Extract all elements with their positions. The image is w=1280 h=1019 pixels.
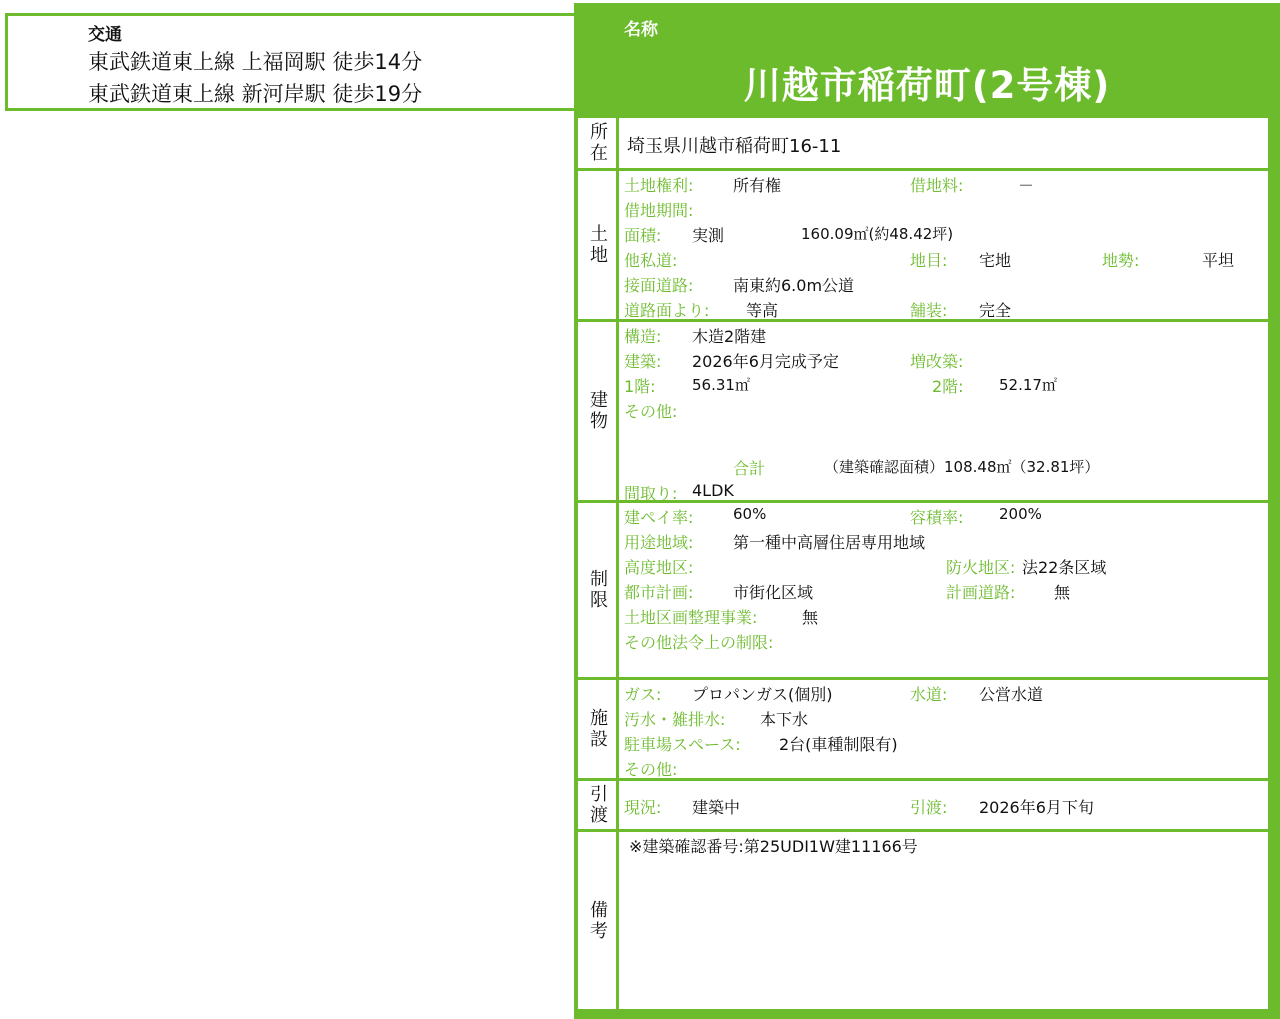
built-label: 建築: xyxy=(624,352,662,371)
area-label: 面積: xyxy=(624,226,662,245)
built-value: 2026年6月完成予定 xyxy=(692,352,839,371)
parking-value: 2台(車種制限有) xyxy=(779,735,898,754)
planned-road-label: 計画道路: xyxy=(946,583,1016,602)
address-value: 埼玉県川越市稲荷町16-11 xyxy=(627,136,842,157)
property-panel xyxy=(574,3,1280,1019)
coverage-label: 建ペイ率: xyxy=(624,508,694,527)
floor1-label: 1階: xyxy=(624,377,656,396)
transport-line-2: 東武鉄道東上線 新河岸駅 徒歩19分 xyxy=(88,82,423,106)
facilities-other-label: その他: xyxy=(624,760,678,779)
layout-label: 間取り: xyxy=(624,484,678,503)
readjust-label: 土地区画整理事業: xyxy=(624,608,758,627)
location-row xyxy=(578,118,1268,168)
lease-fee-label: 借地料: xyxy=(910,176,964,195)
land-row xyxy=(578,171,1268,319)
city-plan-label: 都市計画: xyxy=(624,583,694,602)
parking-label: 駐車場スペース: xyxy=(624,735,741,754)
transport-line-1: 東武鉄道東上線 上福岡駅 徒歩14分 xyxy=(88,50,423,74)
land-category-label: 地目: xyxy=(910,251,948,270)
road-value: 南東約6.0m公道 xyxy=(733,276,855,295)
water-label: 水道: xyxy=(910,685,948,704)
gas-label: ガス: xyxy=(624,685,662,704)
facilities-heading: 施設 xyxy=(578,680,619,778)
private-road-label: 他私道: xyxy=(624,251,678,270)
far-value: 200% xyxy=(999,505,1042,523)
layout-value: 4LDK xyxy=(692,481,734,500)
land-heading: 土地 xyxy=(578,171,619,319)
city-plan-value: 市街化区域 xyxy=(733,583,814,602)
other-law-label: その他法令上の制限: xyxy=(624,633,774,652)
land-rights-label: 土地権利: xyxy=(624,176,694,195)
location-heading: 所在 xyxy=(578,118,619,168)
gas-value: プロパンガス(個別) xyxy=(692,685,833,704)
zoning-label: 用途地域: xyxy=(624,533,694,552)
coverage-value: 60% xyxy=(733,505,767,523)
handover-value: 2026年6月下旬 xyxy=(979,798,1094,817)
from-road-value: 等高 xyxy=(746,301,779,320)
lease-fee-value: － xyxy=(1018,176,1035,195)
land-category-value: 宅地 xyxy=(979,251,1012,270)
from-road-label: 道路面より: xyxy=(624,301,710,320)
restrictions-heading: 制限 xyxy=(578,503,619,677)
fire-district-label: 防火地区: xyxy=(946,558,1016,577)
remarks-heading: 備考 xyxy=(578,832,619,1009)
water-value: 公営水道 xyxy=(979,685,1044,704)
name-label: 名称 xyxy=(624,20,658,40)
lease-period-label: 借地期間: xyxy=(624,201,694,220)
transport-label: 交通 xyxy=(88,25,122,45)
facilities-row xyxy=(578,680,1268,778)
fire-district-value: 法22条区域 xyxy=(1022,558,1107,577)
planned-road-value: 無 xyxy=(1054,583,1071,602)
readjust-value: 無 xyxy=(802,608,819,627)
total-value: （建築確認面積）108.48㎡（32.81坪） xyxy=(824,458,1100,476)
building-other-label: その他: xyxy=(624,402,678,421)
sewage-value: 本下水 xyxy=(760,710,809,729)
road-label: 接面道路: xyxy=(624,276,694,295)
area-type: 実測 xyxy=(692,226,725,245)
remarks-row xyxy=(578,832,1268,1009)
paving-label: 舗装: xyxy=(910,301,948,320)
property-title: 川越市稲荷町(2号棟) xyxy=(743,64,1111,107)
status-label: 現況: xyxy=(624,798,662,817)
building-heading: 建物 xyxy=(578,322,619,500)
handover-label: 引渡: xyxy=(910,798,948,817)
floor2-label: 2階: xyxy=(932,377,964,396)
zoning-value: 第一種中高層住居専用地域 xyxy=(733,533,926,552)
restrictions-row xyxy=(578,503,1268,677)
remarks-text: ※建築確認番号:第25UDI1W建11166号 xyxy=(629,837,918,856)
status-value: 建築中 xyxy=(692,798,741,817)
total-label: 合計 xyxy=(733,459,766,478)
paving-value: 完全 xyxy=(979,301,1012,320)
floor2-value: 52.17㎡ xyxy=(999,376,1057,394)
land-rights-value: 所有権 xyxy=(733,176,782,195)
sewage-label: 汚水・雑排水: xyxy=(624,710,726,729)
handover-row xyxy=(578,781,1268,829)
terrain-value: 平坦 xyxy=(1202,251,1235,270)
structure-label: 構造: xyxy=(624,327,662,346)
structure-value: 木造2階建 xyxy=(692,327,767,346)
extension-label: 増改築: xyxy=(910,352,964,371)
far-label: 容積率: xyxy=(910,508,964,527)
floor1-value: 56.31㎡ xyxy=(692,376,750,394)
handover-heading: 引渡 xyxy=(578,781,619,829)
height-district-label: 高度地区: xyxy=(624,558,694,577)
terrain-label: 地勢: xyxy=(1102,251,1140,270)
area-value: 160.09㎡(約48.42坪) xyxy=(801,225,954,243)
building-row xyxy=(578,322,1268,503)
transport-box xyxy=(5,13,577,111)
